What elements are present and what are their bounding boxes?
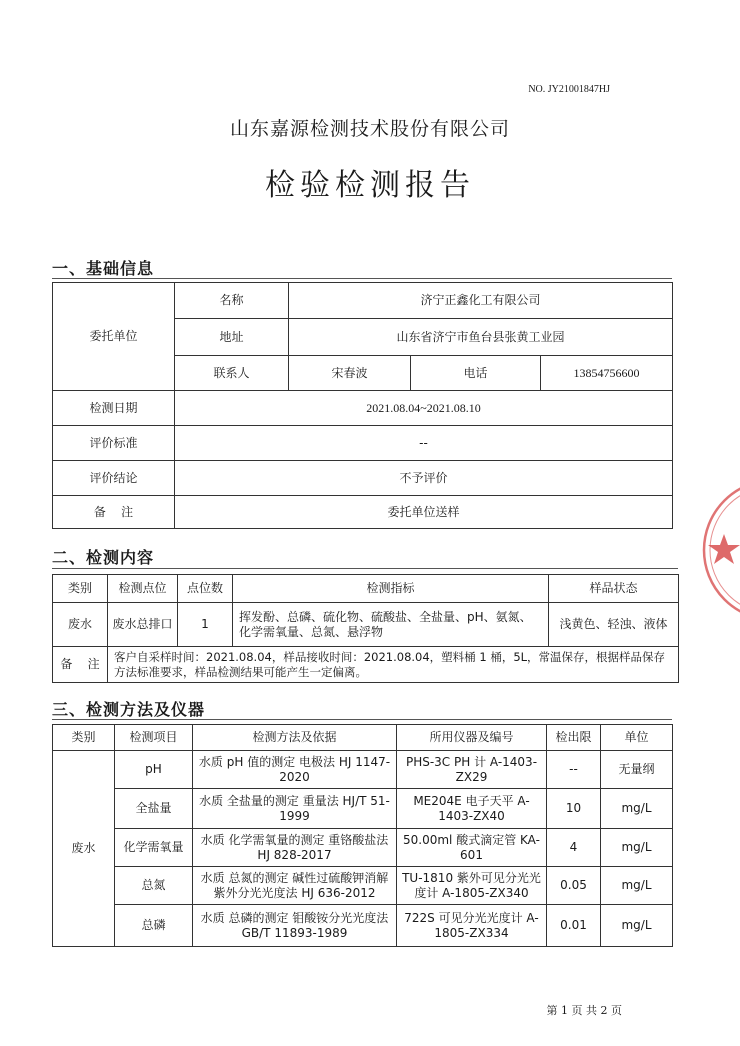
row-point: 废水总排口 [108,603,178,647]
header-indicators: 检测指标 [233,575,549,603]
method-table [52,724,673,947]
m-header-instrument: 所用仪器及编号 [397,725,547,751]
address-label: 地址 [175,319,289,356]
address-value: 山东省济宁市鱼台县张黄工业园 [289,319,673,356]
company-name: 山东嘉源检测技术股份有限公司 [229,118,510,140]
section2-heading: 二、检测内容 [52,548,155,567]
section1-heading: 一、基础信息 [52,259,155,278]
m-method-tp: 水质 总磷的测定 钼酸铵分光光度法 GB/T 11893-1989 [193,905,397,947]
row-category: 废水 [53,603,108,647]
m-header-item: 检测项目 [115,725,193,751]
row-state: 浅黄色、轻浊、液体 [549,603,679,647]
m-unit-salt: mg/L [601,789,673,829]
date-value: 2021.08.04~2021.08.10 [175,391,673,426]
m-category: 废水 [53,751,115,947]
section2-rule [52,568,678,569]
m-method-cod: 水质 化学需氧量的测定 重铬酸盐法 HJ 828-2017 [193,829,397,867]
m-limit-tp: 0.01 [547,905,601,947]
m-header-method: 检测方法及依据 [193,725,397,751]
content-remark-label: 备 注 [53,647,108,683]
m-instrument-tp: 722S 可见分光光度计 A-1805-ZX334 [397,905,547,947]
date-label: 检测日期 [53,391,175,426]
content-remark-value: 客户自采样时间：2021.08.04，样品接收时间：2021.08.04，塑料桶 1 桶，5L，常温保存，根据样品保存方法标准要求，样品检测结果可能产生一定偏离。 [108,647,679,683]
header-point: 检测点位 [108,575,178,603]
m-instrument-tn: TU-1810 紫外可见分光光度计 A-1805-ZX340 [397,867,547,905]
name-value: 济宁正鑫化工有限公司 [289,283,673,319]
m-limit-salt: 10 [547,789,601,829]
header-count: 点位数 [178,575,233,603]
report-number: NO. JY21001847HJ [528,84,610,95]
m-header-unit: 单位 [601,725,673,751]
m-unit-tn: mg/L [601,867,673,905]
conclusion-label: 评价结论 [53,461,175,496]
name-label: 名称 [175,283,289,319]
header-category: 类别 [53,575,108,603]
remark-label: 备 注 [53,496,175,529]
test-content-table [52,574,679,683]
m-method-ph: 水质 pH 值的测定 电极法 HJ 1147-2020 [193,751,397,789]
phone-label: 电话 [411,356,541,391]
m-instrument-ph: PHS-3C PH 计 A-1403-ZX29 [397,751,547,789]
m-item-salt: 全盐量 [115,789,193,829]
section3-heading: 三、检测方法及仪器 [52,700,206,719]
m-header-category: 类别 [53,725,115,751]
contact-value: 宋春波 [289,356,411,391]
standard-value: -- [175,426,673,461]
section1-rule [52,278,672,279]
m-instrument-salt: ME204E 电子天平 A-1403-ZX40 [397,789,547,829]
remark-value: 委托单位送样 [175,496,673,529]
m-item-ph: pH [115,751,193,789]
standard-label: 评价标准 [53,426,175,461]
m-limit-cod: 4 [547,829,601,867]
m-instrument-cod: 50.00ml 酸式滴定管 KA-601 [397,829,547,867]
m-item-tp: 总磷 [115,905,193,947]
m-header-limit: 检出限 [547,725,601,751]
m-unit-tp: mg/L [601,905,673,947]
m-method-salt: 水质 全盐量的测定 重量法 HJ/T 51-1999 [193,789,397,829]
page-number: 第 1 页 共 2 页 [546,1004,622,1017]
row-indicators: 挥发酚、总磷、硫化物、硫酸盐、全盐量、pH、氨氮、化学需氧量、总氮、悬浮物 [233,603,549,647]
contact-label: 联系人 [175,356,289,391]
basic-info-table [52,282,673,529]
m-item-cod: 化学需氧量 [115,829,193,867]
section3-rule [52,719,672,720]
m-unit-cod: mg/L [601,829,673,867]
header-state: 样品状态 [549,575,679,603]
phone-value: 13854756600 [541,356,673,391]
report-title: 检验检测报告 [265,168,475,203]
seal-stamp [694,470,740,620]
m-limit-ph: -- [547,751,601,789]
m-unit-ph: 无量纲 [601,751,673,789]
conclusion-value: 不予评价 [175,461,673,496]
m-method-tn: 水质 总氮的测定 碱性过硫酸钾消解紫外分光光度法 HJ 636-2012 [193,867,397,905]
m-item-tn: 总氮 [115,867,193,905]
m-limit-tn: 0.05 [547,867,601,905]
client-label: 委托单位 [53,283,175,391]
row-count: 1 [178,603,233,647]
